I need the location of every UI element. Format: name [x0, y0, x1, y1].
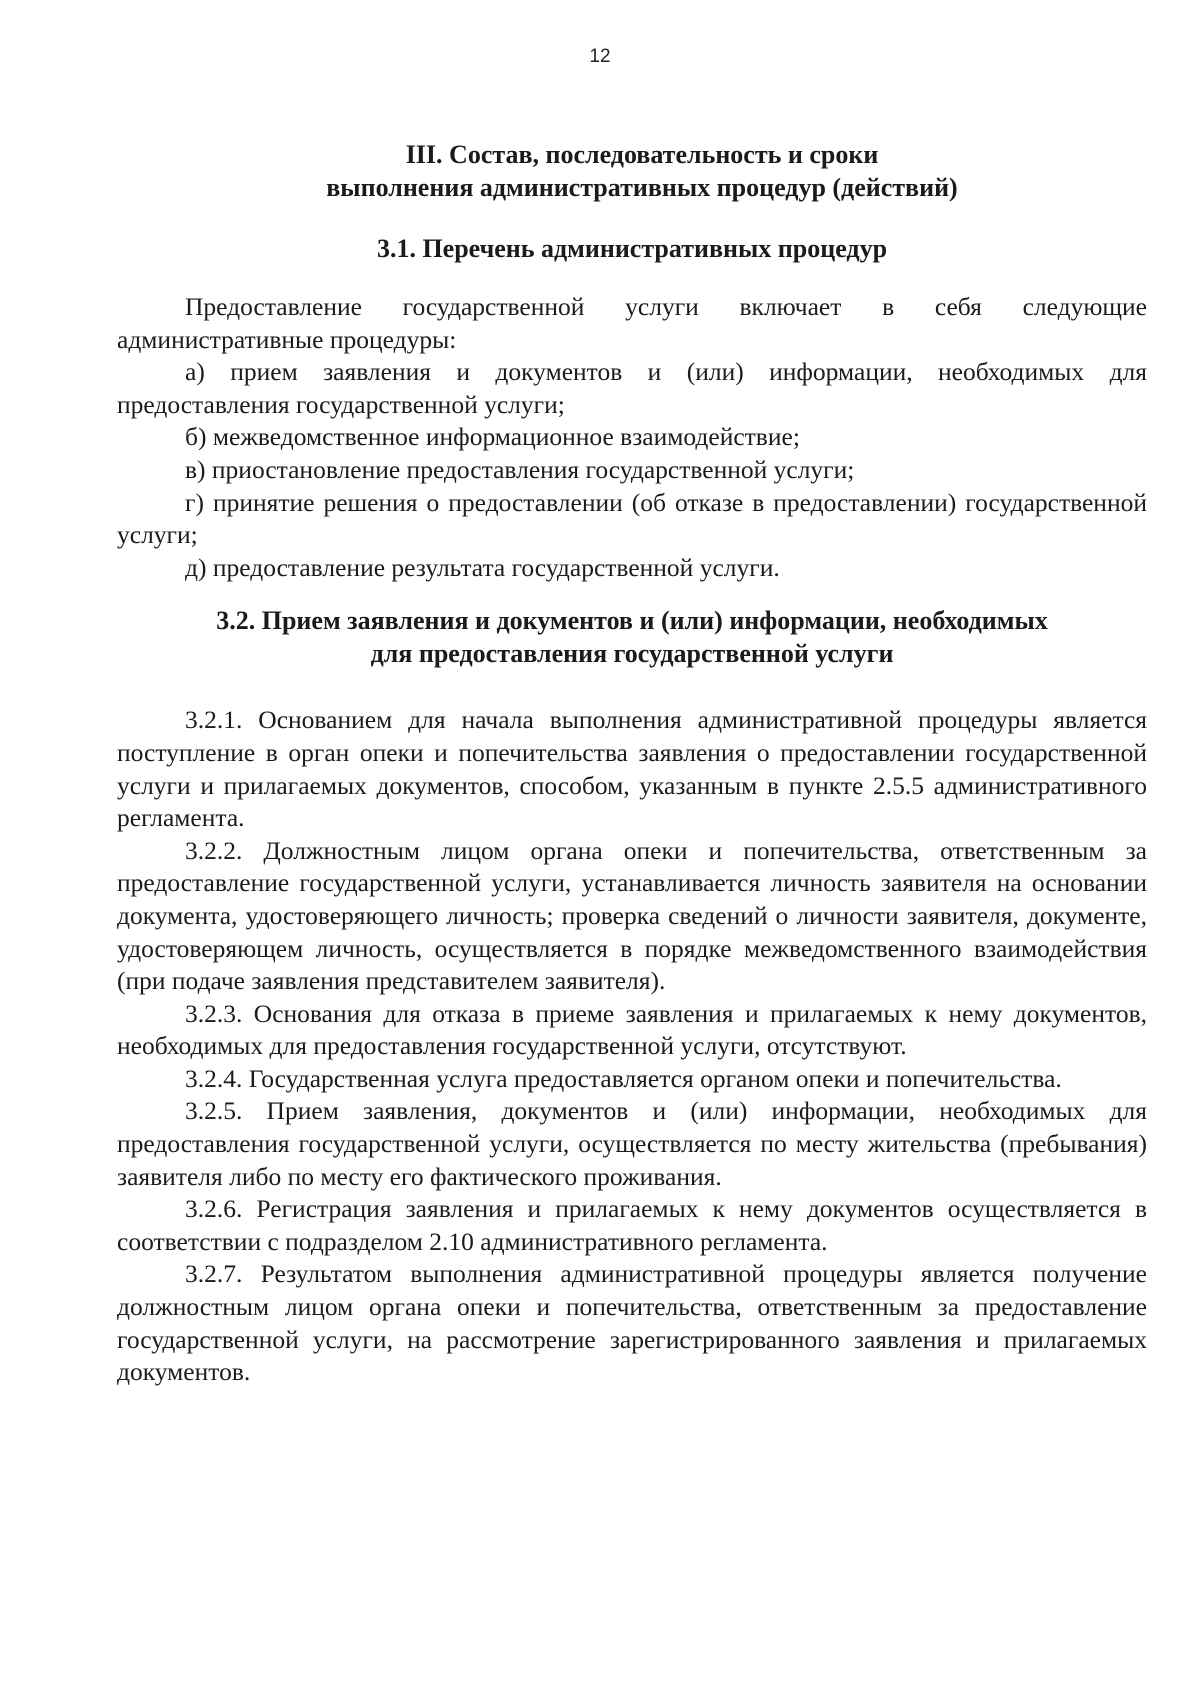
section-title-line-2: выполнения административных процедур (действий) [326, 173, 958, 202]
subsection-3-2-title-line-1: 3.2. Прием заявления и документов и (или) информации, необходимых [216, 606, 1048, 636]
paragraph-intro: Предоставление государственной услуги включает в себя следующие административные процедуры: [117, 292, 1147, 354]
document-body [117, 138, 1147, 1389]
section-title [117, 138, 1147, 204]
list-item-a: а) прием заявления и документов и (или) информации, необходимых для предоставления государственной услуги; [117, 357, 1147, 419]
subsection-3-2-title-line-2: для предоставления государственной услуги [370, 639, 894, 669]
paragraph-3-2-5: 3.2.5. Прием заявления, документов и (или) информации, необходимых для предоставления государственной услуги, осуществляется по месту жительства (пребывания) заявителя либо по месту его фактического проживания. [117, 1096, 1147, 1191]
section-title-line-1: III. Состав, последовательность и сроки [405, 140, 879, 169]
subsection-3-2 [117, 604, 1147, 1388]
subsection-3-2-text [117, 704, 1147, 1388]
subsection-3-1-text [117, 291, 1147, 584]
list-item-v: в) приостановление предоставления государственной услуги; [185, 454, 855, 484]
page-number: 12 [589, 46, 611, 67]
subsection-3-1-title: 3.1. Перечень административных процедур [376, 234, 888, 263]
paragraph-3-2-6: 3.2.6. Регистрация заявления и прилагаемых к нему документов осуществляется в соответствии с подразделом 2.10 административного регламента. [117, 1194, 1147, 1256]
list-item-b: б) межведомственное информационное взаимодействие; [185, 422, 800, 452]
subsection-3-2-title [117, 604, 1147, 670]
subsection-3-1 [117, 232, 1147, 584]
paragraph-3-2-7: 3.2.7. Результатом выполнения административной процедуры является получение должностным лицом органа опеки и попечительства, ответственным за предоставление государственной услуги, на рассмотрение зарегистрированного заявления и прилагаемых документов. [117, 1259, 1147, 1387]
paragraph-3-2-2: 3.2.2. Должностным лицом органа опеки и попечительства, ответственным за предоставление государственной услуги, устанавливается личность заявителя на основании документа, удостоверяющего личность; проверка сведений о личности заявителя, документе, удостоверяющем личность, осуществляется в порядке межведомственного взаимодействия (при подаче заявления представителем заявителя). [117, 835, 1147, 996]
paragraph-3-2-4: 3.2.4. Государственная услуга предоставляется органом опеки и попечительства. [185, 1063, 1062, 1093]
list-item-d: д) предоставление результата государственной услуги. [185, 552, 780, 582]
paragraph-3-2-1: 3.2.1. Основанием для начала выполнения административной процедуры является поступление в орган опеки и попечительства заявления о предоставлении государственной услуги и прилагаемых документов, способом, указанным в пункте 2.5.5 административного регламента. [117, 705, 1147, 833]
list-item-g: г) принятие решения о предоставлении (об отказе в предоставлении) государственной услуги; [117, 487, 1147, 550]
paragraph-3-2-3: 3.2.3. Основания для отказа в приеме заявления и прилагаемых к нему документов, необходимых для предоставления государственной услуги, отсутствуют. [117, 998, 1147, 1061]
